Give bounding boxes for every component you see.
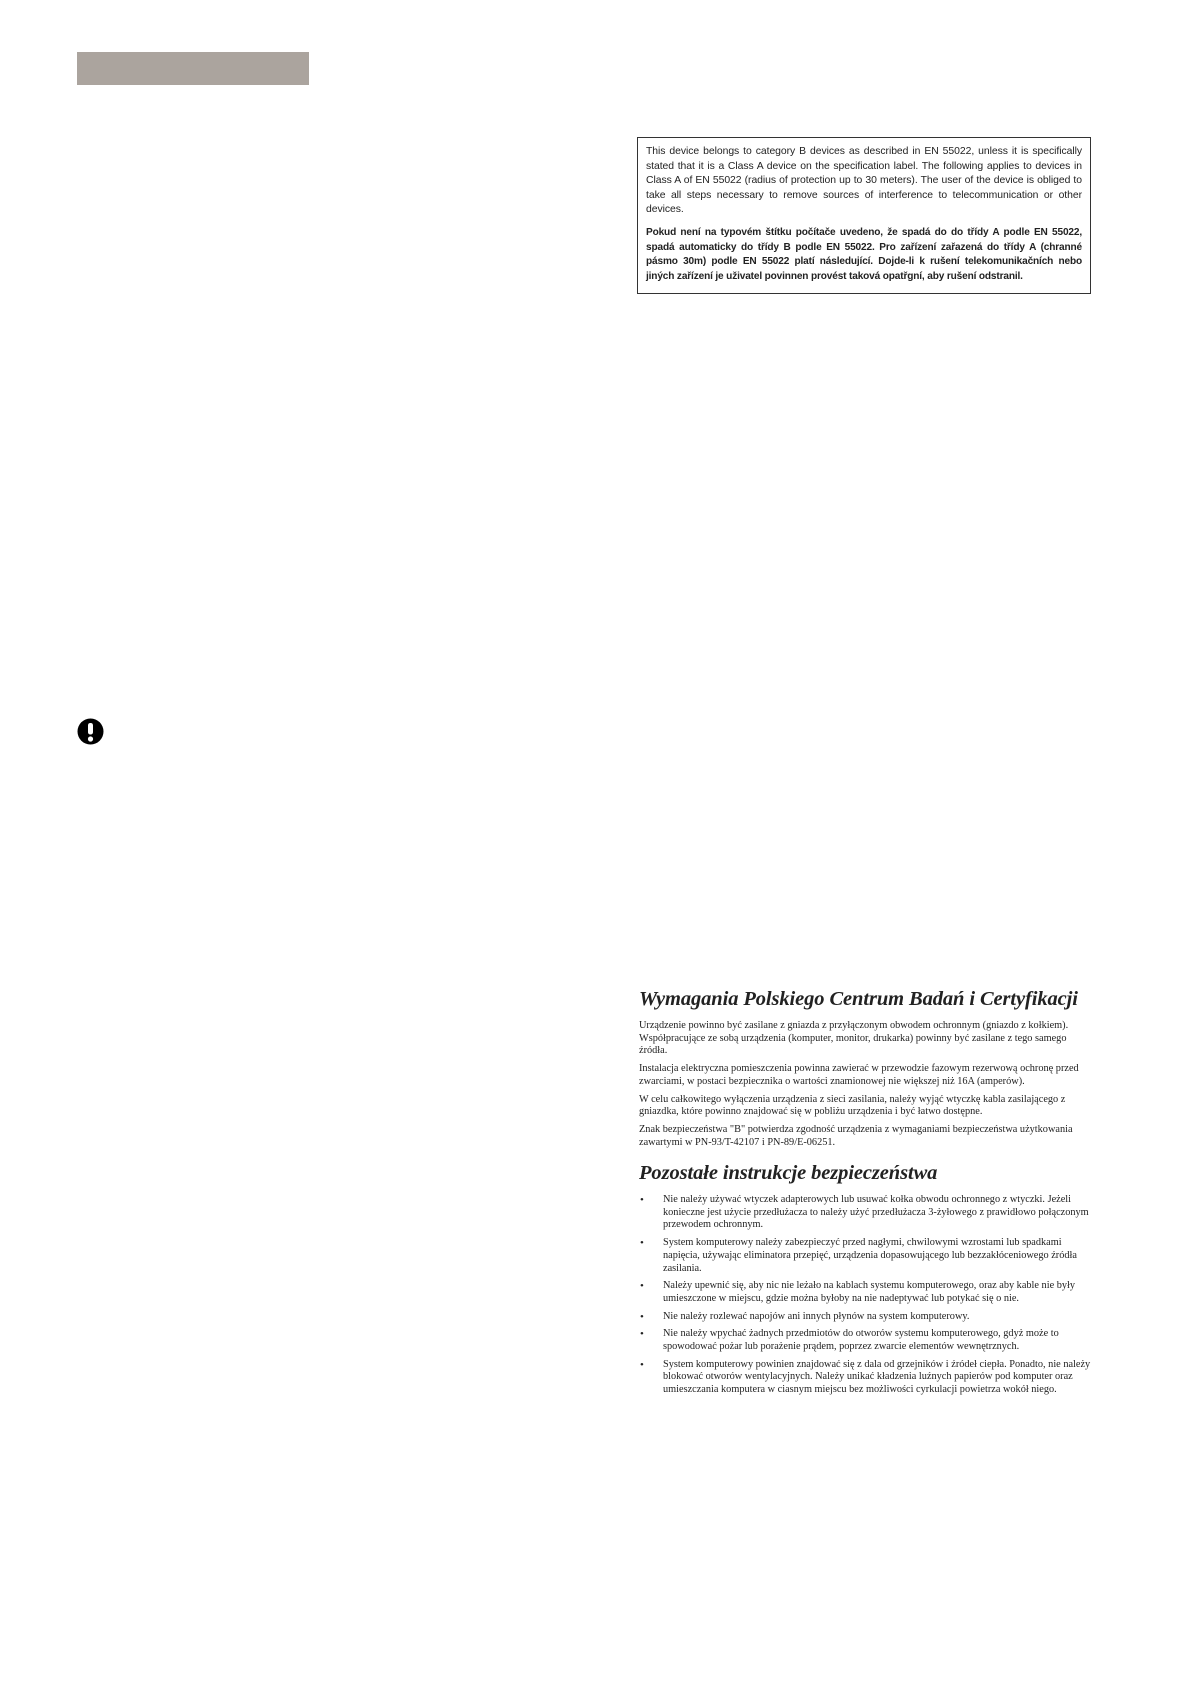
bullet-icon: • bbox=[640, 1310, 644, 1323]
pcbc-title: Wymagania Polskiego Centrum Badań i Certyfikacji bbox=[639, 988, 1078, 1010]
bullet-icon: • bbox=[640, 1328, 644, 1341]
safety-list-item bbox=[639, 1280, 1095, 1305]
en55022-czech-text: Pokud není na typovém štítku počítače uvedeno, že spadá do do třídy A podle EN 55022, spadá automaticky do třídy B podle EN 55022. Pro zařízení zařazená do třídy A (chranné pásmo 30m) podle EN 55022 platí následující. Dojde-li k rušení telekomunikačních nebo jiných zařízení je uživatel povinnen provést taková opatřgní, aby rušení odstranil. bbox=[646, 226, 1082, 282]
safety-list-item bbox=[639, 1237, 1095, 1275]
bullet-icon: • bbox=[640, 1358, 644, 1371]
en55022-english-text: This device belongs to category B devices as described in EN 55022, unless it is specifically stated that it is a Class A device on the specification label. The following applies to devices in Class A of EN 55022 (radius of protection up to 30 meters). The user of the device is obliged to take all steps necessary to remove sources of interference to telecommunication or other devices. bbox=[646, 146, 1082, 216]
header-bar bbox=[77, 52, 309, 85]
safety-item-text: Nie należy rozlewać napojów ani innych płynów na system komputerowy. bbox=[663, 1310, 970, 1322]
bullet-icon: • bbox=[640, 1280, 644, 1293]
other-safety-title: Pozostałe instrukcje bezpieczeństwa bbox=[639, 1162, 938, 1184]
safety-item-text: Nie należy używać wtyczek adapterowych lub usuwać kołka obwodu ochronnego z wtyczki. Jeżeli konieczne jest użycie przedłużacza to należy użyć przedłużacza 3-żyłowego z prawidłowo połączonym przewodem ochronnym. bbox=[663, 1194, 1089, 1231]
bullet-icon: • bbox=[640, 1237, 644, 1250]
exclamation-icon bbox=[77, 718, 104, 745]
pcbc-paragraph: Instalacja elektryczna pomieszczenia powinna zawierać w przewodzie fazowym rezerwową ochronę przed zwarciami, w postaci bezpiecznika o wartości znamionowej nie większej niż 16A (amperów). bbox=[639, 1063, 1079, 1087]
pcbc-paragraph: Znak bezpieczeństwa "B" potwierdza zgodność urządzenia z wymaganiami bezpieczeństwa użytkowania zawartymi w PN-93/T-42107 i PN-89/E-06251. bbox=[639, 1123, 1073, 1148]
pcbc-paragraph: Urządzenie powinno być zasilane z gniazda z przyłączonym obwodem ochronnym (gniazdo z kołkiem). Współpracujące ze sobą urządzenia (komputer, monitor, drukarka) powinny być zasilane z tego samego źródła. bbox=[639, 1020, 1069, 1057]
safety-item-text: System komputerowy należy zabezpieczyć przed nagłymi, chwilowymi wzrostami lub spadkami napięcia, używając eliminatora przepięć, urządzenia dopasowującego lub bezzakłóceniowego źródła zasilania. bbox=[663, 1237, 1077, 1274]
safety-list-item bbox=[639, 1311, 1095, 1324]
safety-list-item bbox=[639, 1328, 1095, 1353]
other-safety-section bbox=[639, 1162, 1095, 1397]
safety-item-text: Nie należy wpychać żadnych przedmiotów do otworów systemu komputerowego, gdyż może to spowodować pożar lub porażenie prądem, poprzez zwarcie elementów wewnętrznych. bbox=[663, 1328, 1059, 1353]
pcbc-section bbox=[639, 988, 1095, 1149]
en55022-notice-box bbox=[637, 137, 1091, 294]
safety-item-text: Należy upewnić się, aby nic nie leżało na kablach systemu komputerowego, oraz aby kable nie były umieszczone w miejscu, gdzie można byłoby na nie nadeptywać lub potykać się o nie. bbox=[663, 1280, 1076, 1304]
safety-list-item bbox=[639, 1359, 1095, 1397]
pcbc-paragraph: W celu całkowitego wyłączenia urządzenia z sieci zasilania, należy wyjąć wtyczkę kabla zasilającego z gniazdka, które powinno znajdować się w pobliżu urządzenia i być łatwo dostępne. bbox=[639, 1093, 1066, 1118]
safety-list-item bbox=[639, 1194, 1095, 1232]
bullet-icon: • bbox=[640, 1194, 644, 1206]
safety-item-text: System komputerowy powinien znajdować się z dala od grzejników i źródeł ciepła. Ponadto, nie należy blokować otworów wentylacyjnych. Należy unikać kładzenia luźnych papierów pod komputer oraz umieszczania komputera w ciasnym miejscu bez możliwości cyrkulacji powietrza wokół niego. bbox=[663, 1358, 1091, 1396]
safety-list bbox=[639, 1194, 1095, 1397]
